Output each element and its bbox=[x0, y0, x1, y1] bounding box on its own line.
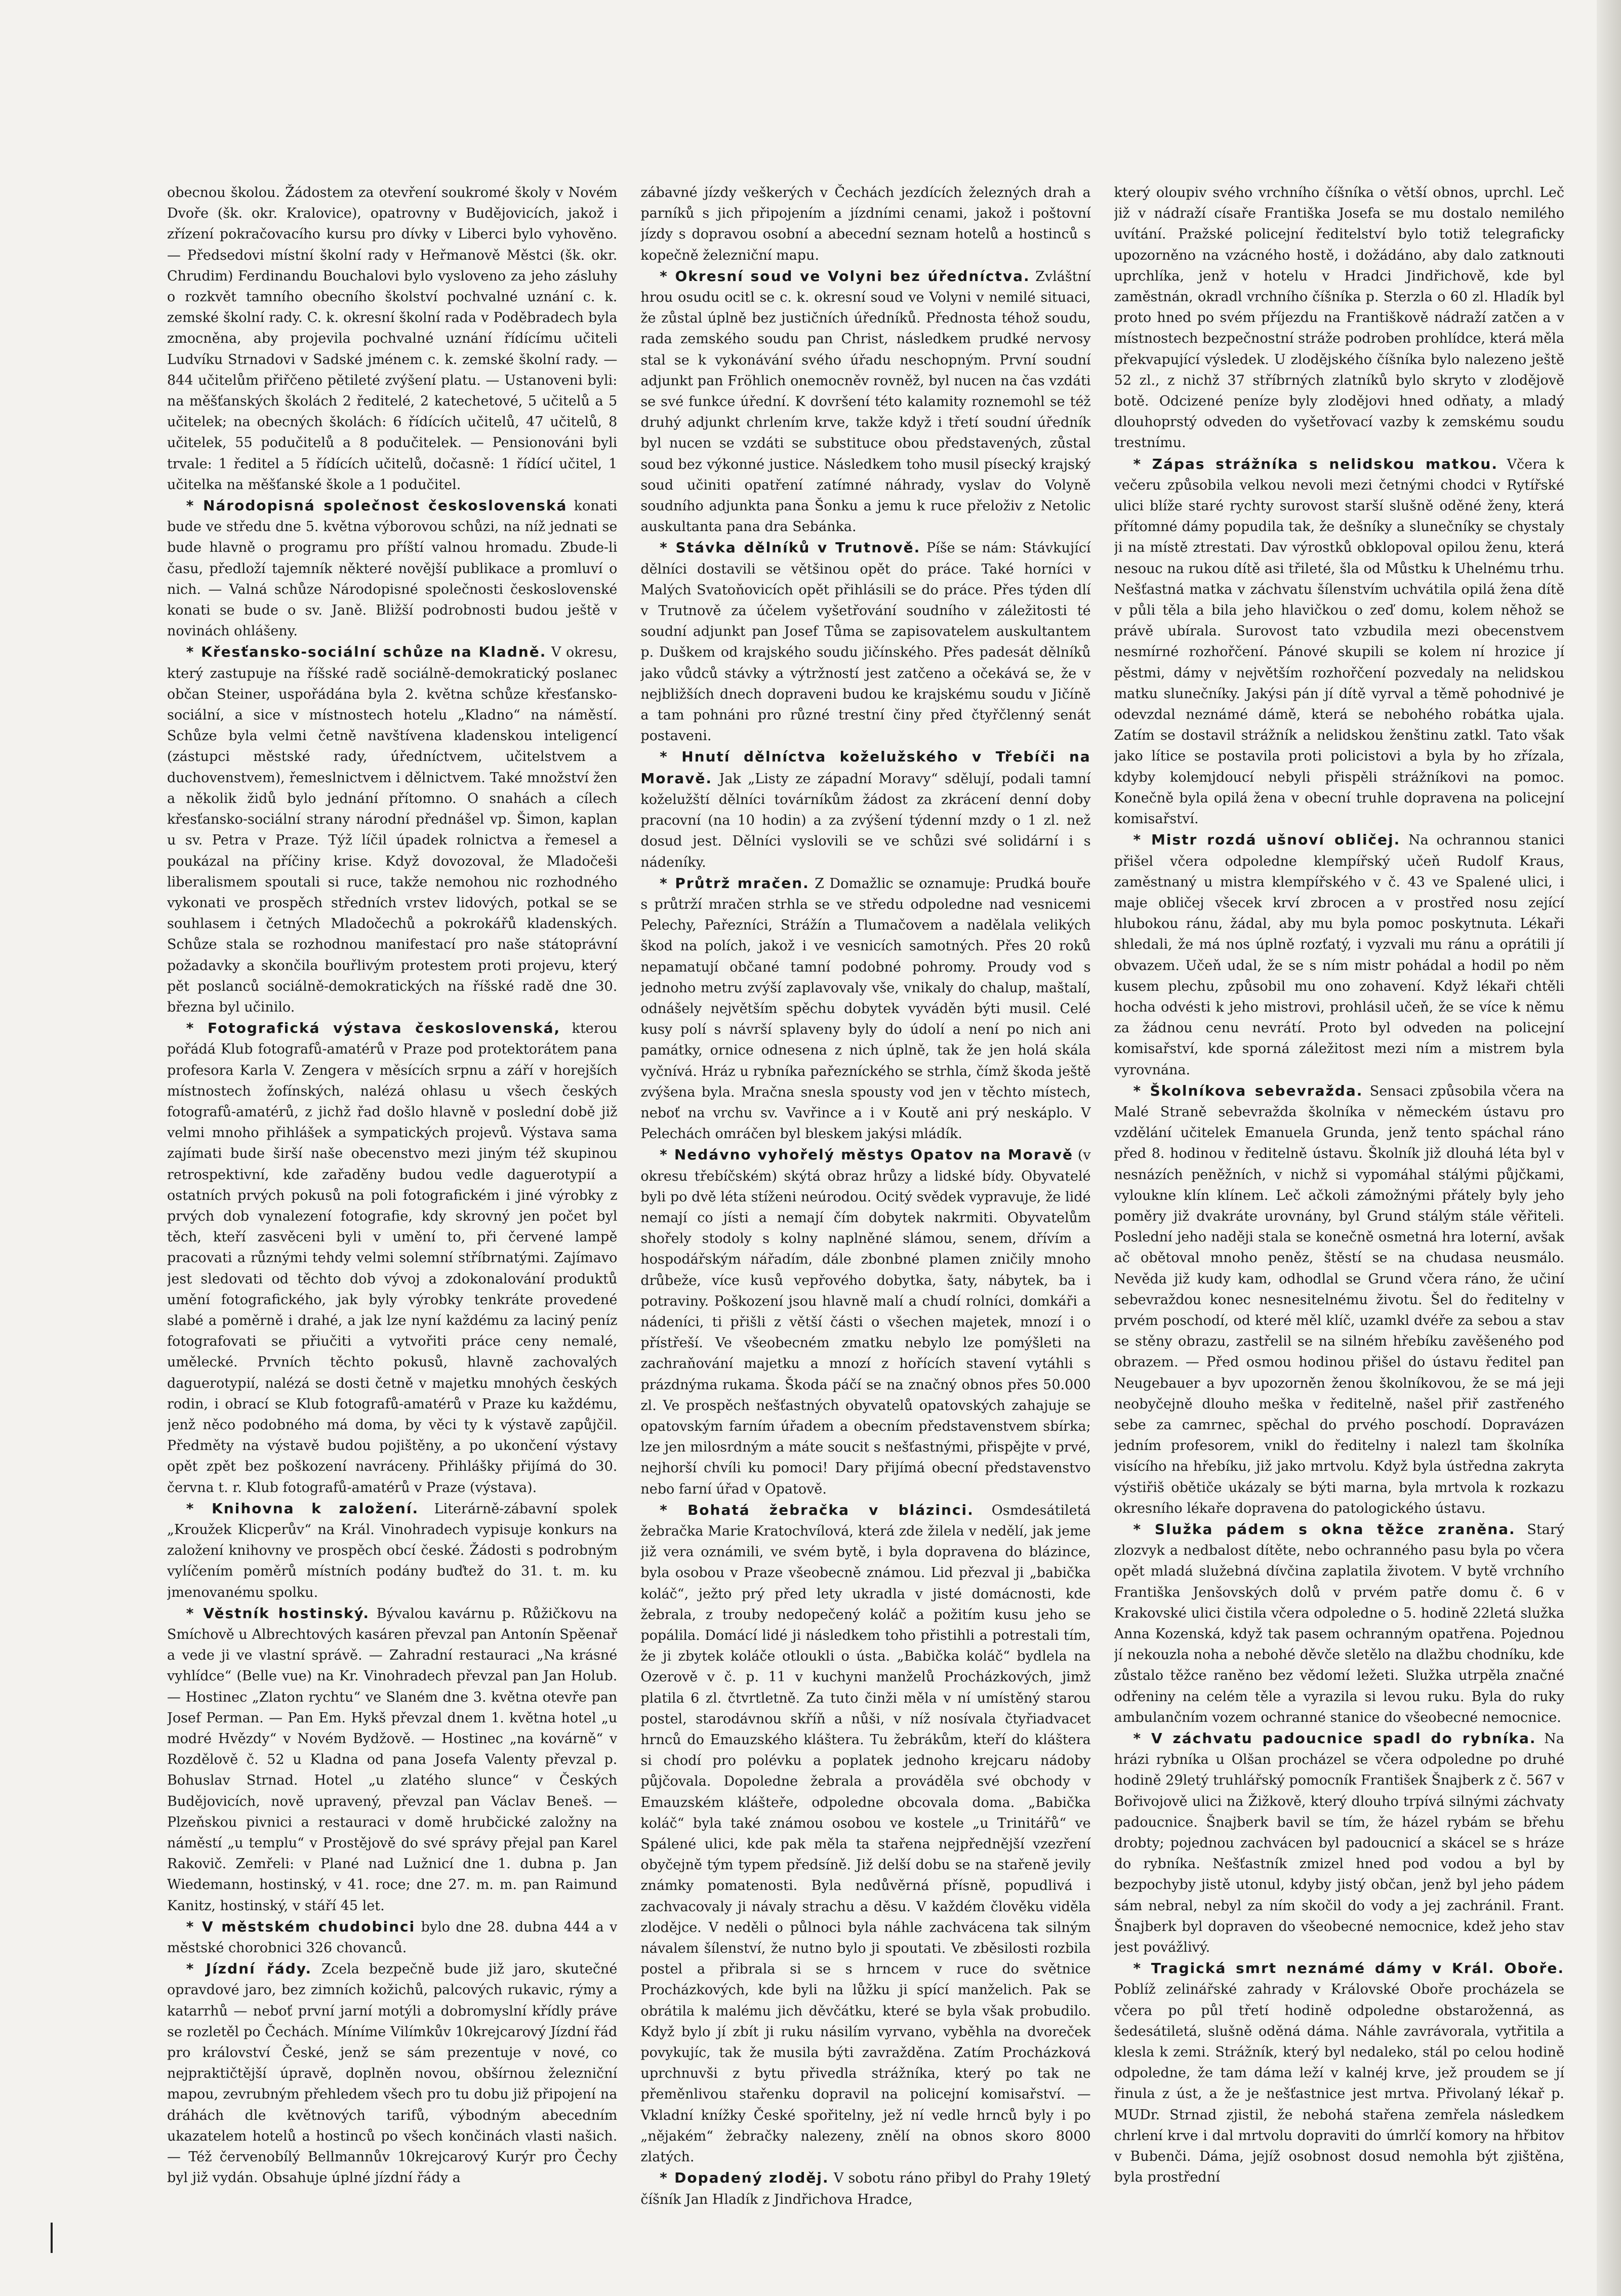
article-paragraph bbox=[167, 1018, 617, 1498]
article-heading: * Hnutí dělníctva koželužského v Třebíči na Moravě. bbox=[640, 748, 1091, 787]
article-paragraph bbox=[640, 182, 1090, 266]
article-paragraph bbox=[167, 1916, 617, 1958]
article-text: Na hrázi rybníka u Olšan procházel se včera odpoledne po druhé hodině 29letý truhlářský pomocník František Šnajberk z č. 567 v Bořivojově ulici na Žižkově, který dlouho trpívá silnými záchvaty padoucnice. Šnajberk bavil se tím, že házel rybám se břehu drobty; pojednou zachvácen byl padoucnicí a skácel se s hráze do rybníka. Nešťastník zmizel hned pod vodou a byl by bezpochyby jistě utonul, kdyby jistý občan, jenž byl jeho pádem sám nebral, nebyl za ním skočil do vody a jej zachránil. Frant. Šnajberk byl dopraven do všeobecné nemocnice, kdež jeho stav jest povážlivý. bbox=[1114, 1731, 1564, 1956]
article-heading: * Fotografická výstava československá, bbox=[186, 1020, 561, 1037]
article-heading: * Mistr rozdá ušnoví obličej. bbox=[1133, 831, 1401, 849]
article-text: Zcela bezpečně bude již jaro, skutečné opravdové jaro, bez zimních kožichů, palcových rukavic, rýmy a katarrhů — neboť první jarní motýli a dobromyslní křídly práve se rozletěl po Čechách. Míníme Vilímkův 10krejcarový Jízdní řád pro království České, jenž se sám prezentuje v nové, co nejpraktičtější úpravě, doplněn novou, obšírnou železniční mapou, zevrubným přehledem všech pro tu dobu již připojení na dráhách dle květnových tarifů, výbodným abecedním ukazatelem hotelů a hostinců po všech končinách vlasti našich. — Též červenobílý Bellmannův 10krejcarový Kurýr pro Čechy byl již vydán. Obsahuje úplné jízdní řády a bbox=[167, 1961, 618, 2186]
column-left bbox=[167, 182, 617, 2238]
article-text: Píše se nám: Stávkující dělníci dostavili se většinou opět do práce. Také horníci v Malých Svatoňovicích opět přihlásili se do práce. Přes týden dlí v Trutnově za účelem vyšetřování soudního v záležitosti té soudní adjunkt pan Josef Tůma se zapisovatelem auskultantem p. Duškem od krajského soudu jičínského. Přes padesát dělníků jako vůdců stávky a výtržností jest zatčeno a očekává se, že v nejbližších dnech dopraveni budou ke krajskému soudu v Jičíně a tam pohnáni pro různé trestní činy před čtyřčlenný senát postaveni. bbox=[640, 540, 1091, 744]
article-text: Bývalou kavárnu p. Růžičkovu na Smíchově u Albrechtových kasáren převzal pan Antonín Spěenař a vede ji ve vlastní správě. — Zahradní restauraci „Na krásné vyhlídce“ (Belle vue) na Kr. Vinohradech převzal pan Jan Holub. — Hostinec „Zlaton rychtu“ ve Slaném dne 3. května otevře pan Josef Perman. — Pan Em. Hykš převzal dnem 1. května hotel „u modré Hvězdy“ v Novém Bydžově. — Hostinec „na kovárně“ v Rozdělově č. 52 u Kladna od pana Josefa Valenty převzal p. Bohuslav Strnad. Hotel „u zlatého slunce“ v Českých Budějovicích, nově upravený, převzal pan Václav Beneš. — Plzeňskou pivnici a restauraci v domě hrubčické založny na náměstí „u templu“ v Prostějově do své správy přejal pan Karel Rakovič. Zemřeli: v Plané nad Lužnicí dne 1. dubna p. Jan Wiedemann, hostinský, v 41. roce; dne 27. m. m. pan Raimund Kanitz, hostinský, v stáří 45 let. bbox=[167, 1605, 618, 1914]
article-paragraph bbox=[1114, 454, 1564, 830]
article-text: kterou pořádá Klub fotografů-amatérů v Praze pod protektorátem pana profesora Karla V. Zengera v měsících srpnu a září v horejších místnostech žofínských, nalézá ohlasu u všech českých fotografů-amatérů, z jichž řad došlo hlavně v poslední době již velmi mnoho přihlášek a sympatických projevů. Výstava sama zajímati bude širší naše obecenstvo mezi jiným též skupinou retrospektivní, kde zařaděny budou vedle daguerotypií a ostatních prvých pokusů na poli fotografickém i jiné výrobky z prvých dob vynalezení fotografie, kdy skrovný jen počet byl těch, kteří zasvěceni byli v umění to, při červené lampě pracovati a různými tehdy velmi solemní stříbrnatými. Zajímavo jest sledovati od těchto dob vývoj a zdokonalování produktů umění fotografického, jak byly výrobky tenkráte provedené slabé a poměrně i drahé, a jak lze nyní každému za laciný peníz fotografovati se přiučiti a vytvořiti práce ceny nemalé, umělecké. Prvních těchto pokusů, hlavně zachovalých daguerotypií, nalézá se dosti četně v majetku mnohých českých rodin, i obrací se Klub fotografů-amatérů v Praze ku každému, jenž něco podobného má doma, by věci ty k výstavě zapůjčil. Předměty na výstavě budou pojištěny, a po ukončení výstavy opět zpět bez poškození navráceny. Přihlášky přijímá do 30. června t. r. Klub fotografů-amatérů v Praze (výstava). bbox=[167, 1021, 618, 1496]
article-text: konati bude ve středu dne 5. května výborovou schůzi, na níž jednati se bude hlavně o programu pro příští valnou hromadu. Zbude-li času, předloží tajemník některé novější publikace a promluví o nich. — Valná schůze Národopisné společnosti československé konati se bude o sv. Janě. Bližší podrobnosti budou ještě v novinách ohlášeny. bbox=[167, 498, 618, 639]
article-paragraph bbox=[167, 182, 617, 495]
article-heading: * Školníkova sebevražda. bbox=[1133, 1082, 1363, 1099]
article-heading: * Stávka dělníků v Trutnově. bbox=[660, 539, 921, 556]
article-paragraph bbox=[167, 495, 617, 641]
article-heading: * Křesťansko-sociální schůze na Kladně. bbox=[186, 643, 547, 661]
article-heading: * Okresní soud ve Volyni bez úředníctva. bbox=[660, 267, 1030, 285]
article-columns bbox=[167, 182, 1564, 2238]
article-heading: * V městském chudobinci bbox=[186, 1918, 416, 1935]
article-text: V sobotu ráno přibyl do Prahy 19letý číšník Jan Hladík z Jindřichova Hradce, bbox=[640, 2170, 1091, 2207]
scan-edge bbox=[1597, 0, 1621, 2296]
article-paragraph bbox=[1114, 182, 1564, 454]
article-paragraph bbox=[1114, 829, 1564, 1080]
article-text: V okresu, který zastupuje na říšské radě sociálně-demokratický poslanec občan Steiner, uspořádána byla 2. května schůze křesťansko-sociální, a sice v místnostech hotelu „Kladno“ na náměstí. Schůze byla velmi četně navštívena kladenskou inteligencí (zástupci městské rady, úředníctvem, učitelstvem a duchovenstvem), řemeslnictvem i dělnictvem. Také množství žen a několik židů bylo jednání přítomno. O snahách a cílech křesťansko-sociální strany národní přednášel vp. Šimon, kaplan u sv. Petra v Praze. Týž líčil úpadek rolnictva a řemesel a poukázal na příčiny krise. Když dovozoval, že Mladočeši liberalismem spoutali si ruce, takže nemohou nic rozhodného vykonati ve prospěch středních vrstev lidových, potkal se se souhlasem i četných Mladočechů a pokrokářů kladenských. Schůze stala se rozhodnou manifestací pro naše státoprávní požadavky a skončila bouřlivým protestem proti projevu, který pět poslanců sociálně-demokratických na říšské radě dne 30. března byl učinilo. bbox=[167, 645, 618, 1015]
article-text: (v okresu třebíčském) skýtá obraz hrůzy a lidské bídy. Obyvatelé byli po dvě léta stíženi neúrodou. Ocitý svědek vypravuje, že lidé nemají co jísti a nemají čím dobytek nakrmiti. Obyvatelům shořely stodoly s kolny naplněné slámou, senem, dřívím a hospodářským nářadím, dále zbonbné plamen zničily mnoho drůbeže, více kusů vepřového dobytka, šaty, nábytek, ba i potraviny. Poškození jsou hlavně malí a chudí rolníci, domkáři a nádeníci, ti přišli z větší části o všechen majetek, mnozí i o přístřeší. Ve všeobecném zmatku nebylo lze pomýšleti na zachraňování majetku a mnozí z hořících stavení vytáhli s prázdnýma rukama. Škoda páčí se na značný obnos přes 50.000 zl. Ve prospěch nešťastných obyvatelů opatovských zahajuje se opatovským farním úřadem a obecním představenstvem sbírka; lze jen milosrdným a máte soucit s nešťastnými, přispějte v prvé, nejhorší chvíli ku pomoci! Dary přijímá obecní představenstvo nebo farní úřad v Opatově. bbox=[640, 1147, 1091, 1497]
article-paragraph bbox=[167, 1603, 617, 1916]
article-paragraph bbox=[640, 2167, 1090, 2209]
article-paragraph bbox=[1114, 1519, 1564, 1728]
article-paragraph bbox=[167, 1498, 617, 1603]
article-paragraph bbox=[1114, 1728, 1564, 1958]
article-paragraph bbox=[640, 746, 1090, 872]
article-text: který oloupiv svého vrchního číšníka o větší obnos, uprchl. Leč již v nádraží císaře Františka Josefa se mu dostalo nemilého uvítání. Pražské policejní ředitelství bylo totiž telegraficky upozorněno na vzácného hostě, i dožádáno, aby dalo zatknouti uprchlíka, jenž v hotelu v Hradci Jindřichově, kde byl zaměstnán, okradl vrchního číšníka p. Sterzla o 60 zl. Hladík byl proto hned po svém příjezdu na Františkově nádraží zatčen a v místnostech bezpečnostní stráže podroben prohlídce, která měla překvapující výsledek. U zlodějského číšníka bylo nalezeno ještě 52 zl., z nichž 37 stříbrných zlatníků bylo skryto v zlodějově botě. Odcizené peníze byly zlodějovi hned odňaty, a mladý dlouhoprstý odveden do vyšetřovací vazby k zemskému soudu trestnímu. bbox=[1114, 185, 1564, 451]
article-heading: * Průtrž mračen. bbox=[660, 874, 809, 892]
article-paragraph bbox=[167, 1958, 617, 2188]
article-text: zábavné jízdy veškerých v Čechách jezdících železných drah a parníků s jich připojením a jízdními cenami, jakož i poštovní jízdy s dopravou osobní a abecední seznam hotelů a hostinců s kopečně železniční mapu. bbox=[640, 185, 1091, 263]
article-paragraph bbox=[640, 1500, 1090, 2168]
article-heading: * Tragická smrt neznámé dámy v Král. Oboře. bbox=[1133, 1960, 1564, 1977]
article-text: bylo dne 28. dubna 444 a v městské chorobnici 326 chovanců. bbox=[167, 1919, 618, 1956]
article-text: Jak „Listy ze západní Moravy“ sdělují, podali tamní koželužští dělníci továrníkům žádost za zkrácení denní doby pracovní (na 10 hodin) a za zvýšení týdenní mzdy o 1 zl. než dosud jest. Dělníci vyslovili se ve schůzi své solidární i s nádeníky. bbox=[640, 771, 1091, 870]
article-text: Starý zlozvyk a nedbalost dítěte, nebo ochranného pasu byla po včera opět mladá služebná dívčina zaplatila životem. V bytě vrchního Františka Jenšovských dolů v prvém patře domu č. 6 v Krakovské ulici čistila včera odpoledne o 5. hodině 22letá služka Anna Kozenská, když tak pasem ochranným opatřena. Pojednou jí nekouzla noha a nebohé děvče sletělo na dlažbu chodníku, kde zůstalo těžce raněno bez vědomí ležeti. Služka utrpěla značné odřeniny na celém těle a vyrazila si levou ruku. Byla do ruky ambulančním vozem ochranné stanice do všeobecné nemocnice. bbox=[1114, 1522, 1564, 1725]
article-text: Zvláštní hrou osudu ocitl se c. k. okresní soud ve Volyni v nemilé situaci, že zůstal úplně bez justičních úředníků. Přednosta téhož soudu, rada zemského soudu pan Christ, následkem prudké nervosy stal se k vykonávání svého úřadu neschopným. První soudní adjunkt pan Fröhlich onemocněv rovněž, byl nucen na čas vzdáti se své funkce úřední. K dovršení této kalamity roznemohl se též druhý adjunkt chrlením krve, takže když i třetí soudní úředník byl nucen se vzdáti se substituce obou představených, zůstal soud bez výkonné justice. Následkem toho musil písecký krajský soud učiniti opatření zatímné náhrady, vyslav do Volyně soudního adjunkta pana Šonku a jemu k ruce přeloživ z Netolic auskultanta pana dra Sebánka. bbox=[640, 268, 1091, 535]
article-heading: * Nedávno vyhořelý městys Opatov na Moravě bbox=[660, 1146, 1073, 1163]
article-heading: * Věstník hostinský. bbox=[186, 1604, 370, 1622]
article-paragraph bbox=[640, 266, 1090, 538]
article-paragraph bbox=[640, 537, 1090, 746]
article-heading: * V záchvatu padoucnice spadl do rybníka. bbox=[1133, 1730, 1536, 1747]
margin-mark bbox=[51, 2223, 53, 2253]
article-heading: * Národopisná společnost československá bbox=[186, 497, 568, 514]
article-text: Na ochrannou stanici přišel včera odpoledne klempířský učeň Rudolf Kraus, zaměstnaný u mistra klempířského v č. 43 ve Spalené ulici, i maje obličej všecek krví zbrocen a v prostřed nosu zející hlubokou ránu, žádal, aby mu byla pomoc poskytnuta. Lékaři shledali, že má nos úplně rozťatý, i vyzvali mu ránu a oprátili jí obvazem. Učeň udal, že se s ním mistr pohádal a hodil po něm kusem plechu, způsobil mu ono zohavení. Když lékaři chtěli hocha odvésti k jeho mistrovi, prohlásil učeň, že se více k němu za žádnou cenu nevrátí. Proto byl odveden na policejní komisařství, kde sporná záležitost mezi ním a mistrem byla vyrovnána. bbox=[1114, 832, 1564, 1078]
article-paragraph bbox=[167, 641, 617, 1018]
column-right bbox=[1114, 182, 1564, 2238]
column-middle bbox=[640, 182, 1090, 2238]
article-heading: * Zápas strážníka s nelidskou matkou. bbox=[1133, 455, 1498, 472]
article-paragraph bbox=[640, 1144, 1090, 1499]
article-text: Literárně-zábavní spolek „Kroužek Klicperův“ na Král. Vinohradech vypisuje konkurs na založení knihovny ve prospěch obcí české. Žádosti s podrobným vylíčením poměrů místních podány buďtež do 31. t. m. ku jmenovanému spolku. bbox=[167, 1501, 618, 1600]
article-text: Osmdesátiletá žebračka Marie Kratochvílová, která zde žilela v nedělí, jak jeme již vera oznámili, ve svém bytě, i byla dopravena do blázince, byla osobou v Praze všeobecně známou. Lid přezval ji „babička koláč“, ježto prý před lety ukradla v jisté domácnosti, kde žebrala, z trouby nedopečený koláč a požitím kusu jeho se popálila. Domácí lidé ji následkem toho přistihli a potrestali tím, že ji zbytek koláče otloukli o ústa. „Babička koláč“ bydlela na Ozerově v č. p. 11 v kuchyni manželů Procházkových, jimž platila 6 zl. čtvrtletně. Za tuto činži měla v ní umístěný starou postel, starodávnou skříň a nůši, v níž nosívala čtyřiadvacet hrnců do Emauzského kláštera. Tu žebrákům, kteří do kláštera si chodí pro polévku a poplatek jednoho krejcaru nádoby půjčovala. Dopoledne žebrala a prováděla své obchody v Emauzském klášteře, odpoledne obcovala doma. „Babička koláč“ byla také známou osobou ve kostele „u Trinitářů“ ve Spálené ulici, kde pak měla ta stařena nejpřednější vzezření obyčejně tým typem předsíně. Již delší dobu se na stařeně jevily známky pomatenosti. Byla nedůvěrná přísně, popudlivá i zachvacovaly ji návaly strachu a děsu. V každém člověku viděla zlodějce. V neděli o půlnoci byla náhle zachvácena tak silným návalem šílenství, že nutno bylo ji spoutati. Ve zběsilosti rozbila postel a přibrala si se s hrncem v ruce do světnice Procházkových, kde byli na lůžku ji spící manželich. Pak se obrátila k malému jich děvčátku, které se byla však probudilo. Když bylo jí zbít ji ruku násilím vyrvano, vyběhla na dvoreček povykujíc, tak že musila býti zavražděna. Zatím Procházková uprchnuvši z bytu přivedla strážníka, který po tak ne přeměnlivou stařenku dopravil na policejní komisařství. — Vkladní knížky České spořitelny, jež ní vedle hrnců byly i po „nějakém“ žebračky nalezeny, znělí na obnos skoro 8000 zlatých. bbox=[640, 1502, 1091, 2165]
article-paragraph bbox=[1114, 1958, 1564, 2188]
article-heading: * Jízdní řády. bbox=[186, 1960, 312, 1978]
article-heading: * Dopadený zloděj. bbox=[660, 2169, 829, 2187]
article-paragraph bbox=[1114, 1080, 1564, 1519]
article-heading: * Služka pádem s okna těžce zraněna. bbox=[1133, 1521, 1516, 1538]
article-paragraph bbox=[640, 873, 1090, 1145]
article-text: Včera k večeru způsobila velkou nevoli mezi četnými chodci v Rytířské ulici blíže staré rychty surovost starší slušně oděné ženy, která přítomné dámy popudila tak, že dešníky a slunečníky se chystaly ji na místě ztrestati. Dav výrostků obklopoval opilou ženu, která nesouc na rukou dítě asi třileté, šla od Můstku k Uhelnému trhu. Nešťastná matka v záchvatu šílenstvím uchvátila opilá žena dítě v půli těla a bila jeho hlavičkou o zeď domu, kolem něhož se právě ubírala. Surovost tato vzbudila mezi obecenstvem nesmírné rozhořčení. Pánové skupili se kolem ní hrozice jí pěstmi, dámy v největším rozhořčení pozvedaly na nelidskou matku slunečníky. Jakýsi pán jí dítě vyrval a těmě pohodnivé je odevzdal neznámé dámě, která se nebohého robátka ujala. Zatím se dostavil strážník a nelidskou ženštinu zatkl. Tato však jako lítice se postavila proti policistovi a byla by ho zřízala, kdyby kolemjdoucí nebyli přispěli strážníkovi na pomoc. Konečně byla opilá žena v obecní truhle dopravena na policejní komisařství. bbox=[1114, 456, 1564, 827]
article-text: Z Domažlic se oznamuje: Prudká bouře s průtrží mračen strhla se ve středu odpoledne nad vesnicemi Pelechy, Pařezníci, Strážín a Tlumačovem a nadělala velikých škod na polích, jakož i ve vesnicích samotných. Přes 20 roků nepamatují občané tamní podobné pohromy. Proudy vod s jednoho metru zvýší zaplavovaly vše, vnikaly do chalup, maštalí, odnášely největším spěchu dobytek vyváděn býti musil. Celé kusy polí s návrší splaveny byly do údolí a není po nich ani památky, ornice odnesena z nich úplně, tak že jen holá skála vyčnívá. Hráz u rybníka pařezníckého se strhla, čímž škoda ještě zvýšena byla. Mračna snesla spousty vod jen v těchto místech, neboť na vrchu sv. Vavřince a i v Koutě ani prý neskáplo. V Pelechách omráčen byl bleskem jakýsi mládík. bbox=[640, 875, 1091, 1142]
article-heading: * Bohatá žebračka v blázinci. bbox=[660, 1501, 974, 1518]
article-heading: * Knihovna k založení. bbox=[186, 1500, 419, 1517]
article-text: Sensaci způsobila včera na Malé Straně sebevražda školníka v německém ústavu pro vzdělání učitelek Emanuela Grunda, jenž tento spáchal ráno před 8. hodinou v ředitelně ústavu. Školník již dlouhá léta byl v nesnázích peněžních, v nichž si vypomáhal stálými půjčkami, vyloukne klín klínem. Leč ačkoli zámožnými přátely byly jeho poměry již dvakráte urovnány, byl Grund stálým stále věřiteli. Poslední jeho naději stala se konečně osmetná hra loterní, avšak ač obětoval mnoho peněz, štěstí se na chudasa neusmálo. Nevěda již kudy kam, odhodlal se Grund včera ráno, že učiní sebevraždou konec nesnesitelnému životu. Šel do ředitelny v prvém poschodí, od které měl klíč, uzamkl dvéře za sebou a stav se stěny obrazu, zastřelil se na silném hřebíku zavěšeného pod obrazem. — Před osmou hodinou přišel do ústavu ředitel pan Neugebauer a byv upozorněn ženou školníkovou, že se má jeji neobyčejně dlouho meška v ředitelně, našel přiř zastřeného sebe za camrnec, spěchal do prvého poschodí. Dopravázen jedním profesorem, vnikl do ředitelny i nalezl tam školníka visícího na hřebíku, již jako mrtvolu. Když byla ústředna zakryta výstiřiš obětiče ukázaly se býti marna, byla mrtvola k rozkazu okresního lékaře dopravena do patologického ústavu. bbox=[1114, 1083, 1564, 1516]
article-text: Poblíž zelinářské zahrady v Královské Oboře procházela se včera po půl třetí hodině odpoledne obstaroženná, as šedesátiletá, slušně oděná dáma. Náhle zavrávorala, vytřitila a klesla k zemi. Strážník, který byl nedaleko, stál po celou hodině odpoledne, že tam dáma leží v kalnéj krve, jež proudem se jí řinula z úst, a že je nešťastnice jest mrtva. Přivolaný lékař p. MUDr. Strnad zjistil, že nebohá stařena zemřela následkem chrlení krve i dal mrtvolu dopraviti do úmrlčí komory na hřbitov v Bubenči. Dáma, jejíž osobnost dosud nemohla být zjištěna, byla prostřední bbox=[1114, 1982, 1564, 2186]
article-text: obecnou školou. Žádostem za otevření soukromé školy v Novém Dvoře (šk. okr. Kralovice), opatrovny v Budějovicích, jakož i zřízení pokračovacího kursu pro dívky v Liberci bylo vyhověno. — Předsedovi místní školní rady v Heřmanově Městci (šk. okr. Chrudim) Ferdinandu Bouchalovi bylo vysloveno za jeho zásluhy o rozkvět tamního obecního školství pochvalné uznání c. k. zemské školní rady. C. k. okresní školní rada v Poděbradech byla zmocněna, aby projevila pochvalné uznání řídícímu učiteli Ludvíku Strnadovi v Sadské jménem c. k. zemské školní rady. — 844 učitelům přiřčeno pětileté zvýšení platu. — Ustanoveni byli: na měšťanských školách 2 ředitelé, 2 katechetové, 5 učitelů a 5 učitelek; na obecných školách: 6 řídících učitelů, 47 učitelů, 8 učitelek, 55 podučitelů a 8 podučitelek. — Pensionováni byli trvale: 1 ředitel a 5 řídících učitelů, dočasně: 1 řídící učitel, 1 učitelka na měšťanské škole a 1 podučitel. bbox=[167, 185, 618, 493]
